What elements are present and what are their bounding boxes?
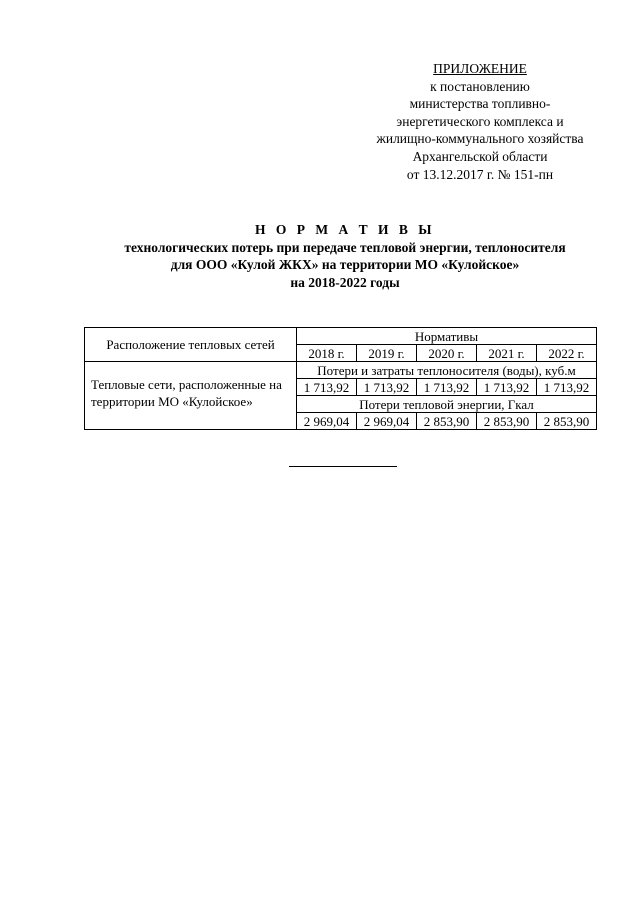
section-title: Потери и затраты теплоносителя (воды), куб.м: [297, 362, 597, 379]
appendix-line: Архангельской области: [412, 148, 548, 164]
year-header: 2018 г.: [297, 345, 357, 362]
year-header: 2022 г.: [537, 345, 597, 362]
title-main: Н О Р М А Т И В Ы: [254, 222, 435, 237]
value-cell: 1 713,92: [357, 379, 417, 396]
value-cell: 1 713,92: [297, 379, 357, 396]
norms-table: [84, 327, 597, 430]
document-title: [60, 221, 630, 291]
title-line: технологических потерь при передаче тепловой энергии, теплоносителя: [124, 239, 566, 255]
appendix-block: [330, 60, 630, 183]
year-header: 2021 г.: [477, 345, 537, 362]
year-header: 2020 г.: [417, 345, 477, 362]
value-cell: 2 853,90: [417, 413, 477, 430]
end-separator-line: [289, 466, 397, 467]
appendix-line: жилищно-коммунального хозяйства: [376, 131, 584, 147]
norms-group-header: Нормативы: [297, 328, 597, 345]
title-line: для ООО «Кулой ЖКХ» на территории МО «Кулойское»: [170, 257, 520, 272]
value-cell: 2 853,90: [537, 413, 597, 430]
title-line: на 2018-2022 годы: [290, 274, 400, 290]
appendix-line: министерства топливно-: [409, 96, 551, 112]
year-header: 2019 г.: [357, 345, 417, 362]
appendix-heading: ПРИЛОЖЕНИЕ: [433, 61, 527, 76]
value-cell: 2 969,04: [297, 413, 357, 430]
value-cell: 1 713,92: [477, 379, 537, 396]
appendix-line: энергетического комплекса и: [396, 113, 564, 129]
value-cell: 1 713,92: [537, 379, 597, 396]
value-cell: 2 853,90: [477, 413, 537, 430]
appendix-line: к постановлению: [430, 78, 530, 94]
appendix-line: от 13.12.2017 г. № 151-пн: [406, 166, 554, 182]
section-title: Потери тепловой энергии, Гкал: [297, 396, 597, 413]
value-cell: 2 969,04: [357, 413, 417, 430]
location-header: Расположение тепловых сетей: [85, 328, 297, 362]
value-cell: 1 713,92: [417, 379, 477, 396]
row-label: Тепловые сети, расположенные на территории МО «Кулойское»: [85, 362, 297, 430]
